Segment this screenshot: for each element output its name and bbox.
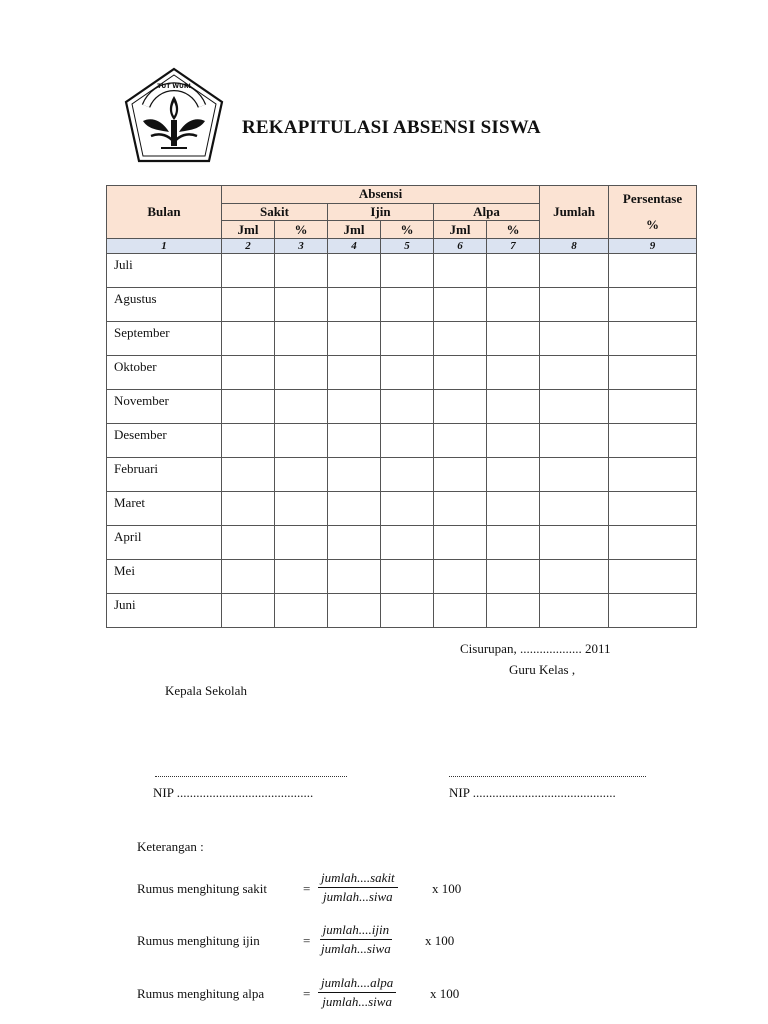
data-cell bbox=[275, 390, 328, 424]
data-cell bbox=[487, 390, 540, 424]
data-cell bbox=[609, 594, 697, 628]
data-cell bbox=[540, 254, 609, 288]
data-cell bbox=[328, 458, 381, 492]
table-row bbox=[107, 492, 697, 526]
data-cell bbox=[275, 322, 328, 356]
header-jumlah: Jumlah bbox=[540, 186, 609, 239]
col-number: 7 bbox=[487, 239, 540, 254]
data-cell bbox=[609, 492, 697, 526]
formula-sakit-times: x 100 bbox=[432, 881, 462, 896]
data-cell bbox=[609, 288, 697, 322]
data-cell bbox=[222, 356, 275, 390]
formula-ijin-eq: = bbox=[303, 933, 311, 948]
data-cell bbox=[434, 526, 487, 560]
data-cell bbox=[328, 594, 381, 628]
data-cell bbox=[275, 526, 328, 560]
data-cell bbox=[222, 594, 275, 628]
month-cell: Maret bbox=[107, 492, 222, 526]
col-number: 6 bbox=[434, 239, 487, 254]
data-cell bbox=[540, 458, 609, 492]
month-cell: Desember bbox=[107, 424, 222, 458]
data-cell bbox=[275, 458, 328, 492]
data-cell bbox=[381, 458, 434, 492]
place-date: Cisurupan, ................... 2011 bbox=[460, 641, 611, 656]
kepala-sekolah-label: Kepala Sekolah bbox=[165, 683, 247, 698]
table-row bbox=[107, 254, 697, 288]
month-cell: April bbox=[107, 526, 222, 560]
data-cell bbox=[540, 594, 609, 628]
data-cell bbox=[609, 526, 697, 560]
table-row bbox=[107, 458, 697, 492]
data-cell bbox=[381, 492, 434, 526]
data-cell bbox=[381, 560, 434, 594]
header-alpa: Alpa bbox=[434, 203, 540, 221]
table-row bbox=[107, 594, 697, 628]
data-cell bbox=[222, 390, 275, 424]
data-cell bbox=[609, 356, 697, 390]
svg-text:TUT WURI: TUT WURI bbox=[157, 83, 191, 90]
formula-alpa-denominator: jumlah...siwa bbox=[322, 994, 392, 1009]
formula-ijin-numerator: jumlah....ijin bbox=[320, 922, 392, 940]
attendance-table bbox=[106, 185, 697, 628]
formula-alpa-eq: = bbox=[303, 986, 311, 1001]
data-cell bbox=[275, 424, 328, 458]
data-cell bbox=[222, 458, 275, 492]
nip-left: NIP .......................................... bbox=[153, 785, 314, 800]
header-sakit-jml: Jml bbox=[222, 221, 275, 239]
data-cell bbox=[328, 492, 381, 526]
data-cell bbox=[487, 288, 540, 322]
data-cell bbox=[381, 390, 434, 424]
table-row bbox=[107, 390, 697, 424]
data-cell bbox=[381, 424, 434, 458]
data-cell bbox=[381, 288, 434, 322]
header-persentase-pct: % bbox=[646, 217, 660, 232]
data-cell bbox=[275, 492, 328, 526]
data-cell bbox=[381, 322, 434, 356]
table-row bbox=[107, 424, 697, 458]
data-cell bbox=[328, 424, 381, 458]
data-cell bbox=[434, 560, 487, 594]
data-cell bbox=[487, 424, 540, 458]
month-cell: Februari bbox=[107, 458, 222, 492]
data-cell bbox=[328, 526, 381, 560]
header-bulan: Bulan bbox=[107, 186, 222, 239]
month-cell: Juli bbox=[107, 254, 222, 288]
data-cell bbox=[275, 560, 328, 594]
formula-ijin-fraction bbox=[318, 922, 394, 957]
data-cell bbox=[222, 322, 275, 356]
col-number: 5 bbox=[381, 239, 434, 254]
header-alpa-jml: Jml bbox=[434, 221, 487, 239]
header-persentase-label: Persentase bbox=[622, 191, 683, 206]
data-cell bbox=[381, 356, 434, 390]
data-cell bbox=[328, 254, 381, 288]
formula-alpa-numerator: jumlah....alpa bbox=[318, 975, 396, 993]
formula-alpa-label: Rumus menghitung alpa bbox=[137, 986, 265, 1001]
month-cell: Mei bbox=[107, 560, 222, 594]
header-sakit-pct: % bbox=[275, 221, 328, 239]
data-cell bbox=[487, 458, 540, 492]
data-cell bbox=[540, 492, 609, 526]
keterangan-label: Keterangan : bbox=[137, 839, 204, 854]
signature-line-left bbox=[155, 776, 347, 777]
data-cell bbox=[328, 356, 381, 390]
data-cell bbox=[487, 254, 540, 288]
formula-alpa-fraction bbox=[318, 975, 396, 1010]
col-number: 3 bbox=[275, 239, 328, 254]
data-cell bbox=[328, 322, 381, 356]
col-number: 8 bbox=[540, 239, 609, 254]
data-cell bbox=[275, 288, 328, 322]
formula-sakit-label: Rumus menghitung sakit bbox=[137, 881, 267, 896]
data-cell bbox=[381, 526, 434, 560]
col-number: 2 bbox=[222, 239, 275, 254]
data-cell bbox=[609, 322, 697, 356]
header-ijin: Ijin bbox=[328, 203, 434, 221]
month-cell: Juni bbox=[107, 594, 222, 628]
month-cell: Agustus bbox=[107, 288, 222, 322]
data-cell bbox=[222, 424, 275, 458]
data-cell bbox=[222, 288, 275, 322]
header-persentase bbox=[609, 186, 697, 239]
data-cell bbox=[381, 594, 434, 628]
guru-kelas-label: Guru Kelas , bbox=[509, 662, 576, 677]
data-cell bbox=[434, 322, 487, 356]
data-cell bbox=[487, 492, 540, 526]
page-title: REKAPITULASI ABSENSI SISWA bbox=[242, 117, 541, 138]
data-cell bbox=[540, 560, 609, 594]
data-cell bbox=[609, 424, 697, 458]
data-cell bbox=[540, 356, 609, 390]
data-cell bbox=[434, 254, 487, 288]
month-cell: Oktober bbox=[107, 356, 222, 390]
signature-line-right bbox=[449, 776, 646, 777]
col-number: 1 bbox=[107, 239, 222, 254]
data-cell bbox=[434, 458, 487, 492]
data-cell bbox=[487, 560, 540, 594]
data-cell bbox=[328, 560, 381, 594]
data-cell bbox=[381, 254, 434, 288]
col-number: 4 bbox=[328, 239, 381, 254]
data-cell bbox=[609, 390, 697, 424]
data-cell bbox=[540, 390, 609, 424]
column-number-row bbox=[107, 239, 697, 254]
data-cell bbox=[609, 458, 697, 492]
table-row bbox=[107, 526, 697, 560]
formula-ijin-times: x 100 bbox=[425, 933, 455, 948]
formula-ijin-label: Rumus menghitung ijin bbox=[137, 933, 260, 948]
data-cell bbox=[434, 288, 487, 322]
formula-alpa-times: x 100 bbox=[430, 986, 460, 1001]
formula-sakit-denominator: jumlah...siwa bbox=[322, 889, 393, 904]
table-row bbox=[107, 288, 697, 322]
data-cell bbox=[487, 594, 540, 628]
data-cell bbox=[328, 288, 381, 322]
header-ijin-pct: % bbox=[381, 221, 434, 239]
month-cell: November bbox=[107, 390, 222, 424]
data-cell bbox=[487, 526, 540, 560]
data-cell bbox=[434, 492, 487, 526]
month-cell: September bbox=[107, 322, 222, 356]
data-cell bbox=[434, 390, 487, 424]
data-cell bbox=[222, 526, 275, 560]
formula-sakit-numerator: jumlah....sakit bbox=[318, 870, 398, 888]
data-cell bbox=[222, 560, 275, 594]
data-cell bbox=[540, 288, 609, 322]
tut-wuri-handayani-logo bbox=[121, 66, 227, 166]
col-number: 9 bbox=[609, 239, 697, 254]
data-cell bbox=[434, 424, 487, 458]
data-cell bbox=[540, 424, 609, 458]
formula-ijin-denominator: jumlah...siwa bbox=[321, 941, 391, 956]
header-absensi: Absensi bbox=[222, 186, 540, 204]
data-cell bbox=[540, 322, 609, 356]
data-cell bbox=[609, 560, 697, 594]
header-ijin-jml: Jml bbox=[328, 221, 381, 239]
data-cell bbox=[275, 594, 328, 628]
data-cell bbox=[609, 254, 697, 288]
table-row bbox=[107, 322, 697, 356]
formula-sakit-fraction bbox=[318, 870, 398, 905]
data-cell bbox=[275, 254, 328, 288]
table-row bbox=[107, 560, 697, 594]
formula-sakit-eq: = bbox=[303, 881, 311, 896]
data-cell bbox=[434, 356, 487, 390]
data-cell bbox=[434, 594, 487, 628]
header-alpa-pct: % bbox=[487, 221, 540, 239]
data-cell bbox=[275, 356, 328, 390]
data-cell bbox=[540, 526, 609, 560]
nip-right: NIP ............................................ bbox=[449, 785, 616, 800]
table-row bbox=[107, 356, 697, 390]
data-cell bbox=[222, 254, 275, 288]
data-cell bbox=[487, 322, 540, 356]
data-cell bbox=[328, 390, 381, 424]
data-cell bbox=[487, 356, 540, 390]
data-cell bbox=[222, 492, 275, 526]
header-sakit: Sakit bbox=[222, 203, 328, 221]
